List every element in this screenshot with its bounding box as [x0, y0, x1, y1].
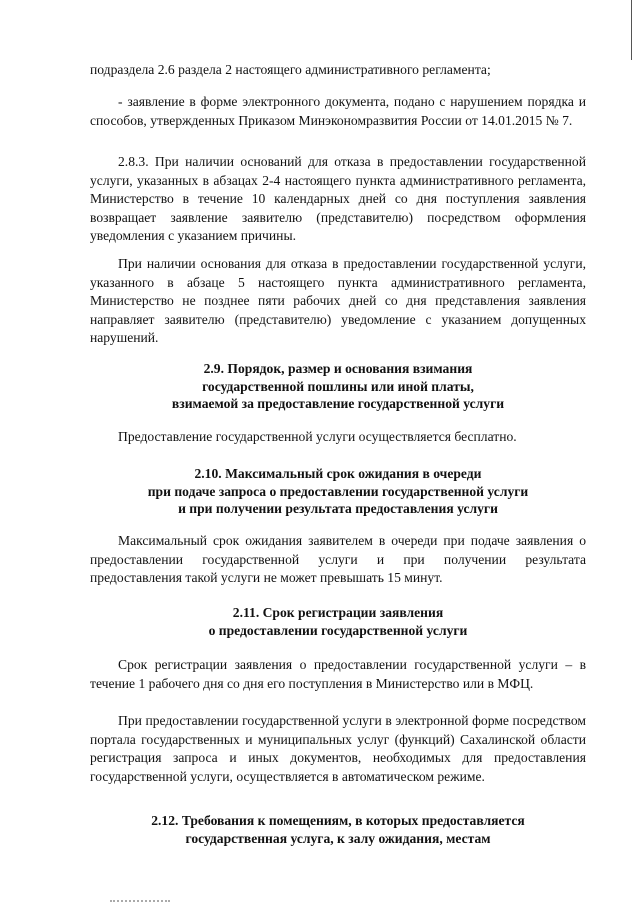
paragraph-refusal-basis: При наличии основания для отказа в предоставлении государственной услуги, указанного в абзаце 5 настоящего пункта административного регламента, Министерство не позднее пяти рабочих дней со дня представления заявления направляет заявителю (представителю) уведомление с указанием допущенных нарушений.	[90, 256, 586, 346]
paragraph-electronic-registration: При предоставлении государственной услуги в электронной форме посредством портала государственных и муниципальных услуг (функций) Сахалинской области регистрация запроса и иных документов, необходимых для предоставления государственной услуги, осуществляется в автоматическом режиме.	[90, 713, 586, 784]
heading-line: взимаемой за предоставление государственной услуги	[171, 396, 505, 411]
heading-line: 2.11. Срок регистрации заявления	[232, 605, 444, 620]
heading-2-9	[90, 360, 586, 413]
heading-2-11	[90, 604, 586, 639]
paragraph-free-service: Предоставление государственной услуги осуществляется бесплатно.	[118, 429, 517, 444]
paragraph-electronic-document: - заявление в форме электронного документа, подано с нарушением порядка и способов, утвержденных Приказом Минэкономразвития России от 14.01.2015 № 7.	[90, 94, 586, 128]
paragraph-registration-term: Срок регистрации заявления о предоставлении государственной услуги – в течение 1 рабочего дня со дня его поступления в Министерство или в МФЦ.	[90, 657, 586, 691]
heading-line: государственная услуга, к залу ожидания, местам	[185, 830, 491, 846]
scan-edge-line	[631, 0, 632, 60]
heading-line: и при получении результата предоставления услуги	[178, 501, 498, 516]
heading-line: о предоставлении государственной услуги	[208, 622, 468, 638]
heading-line: 2.10. Максимальный срок ожидания в очереди	[194, 466, 482, 481]
heading-line: 2.9. Порядок, размер и основания взимания	[203, 361, 473, 376]
paragraph-2-8-3: 2.8.3. При наличии оснований для отказа в предоставлении государственной услуги, указанных в абзацах 2-4 настоящего пункта административного регламента, Министерство в течение 10 календарных дней со дня поступления заявления возвращает заявление заявителю (представителю) посредством оформления уведомления с указанием причины.	[90, 154, 586, 244]
heading-line: при подаче запроса о предоставлении государственной услуги	[147, 483, 529, 499]
heading-line: государственной пошлины или иной платы,	[202, 378, 474, 394]
heading-2-10	[90, 465, 586, 518]
heading-line: 2.12. Требования к помещениям, в которых предоставляется	[151, 813, 525, 828]
paragraph-max-wait: Максимальный срок ожидания заявителем в очереди при подаче заявления о предоставлении государственной услуги и при получении результата предоставления такой услуги не может превышать 15 минут.	[90, 533, 586, 586]
scan-artifact	[110, 898, 170, 902]
paragraph-continuation: подраздела 2.6 раздела 2 настоящего административного регламента;	[90, 62, 491, 77]
heading-2-12	[90, 812, 586, 847]
